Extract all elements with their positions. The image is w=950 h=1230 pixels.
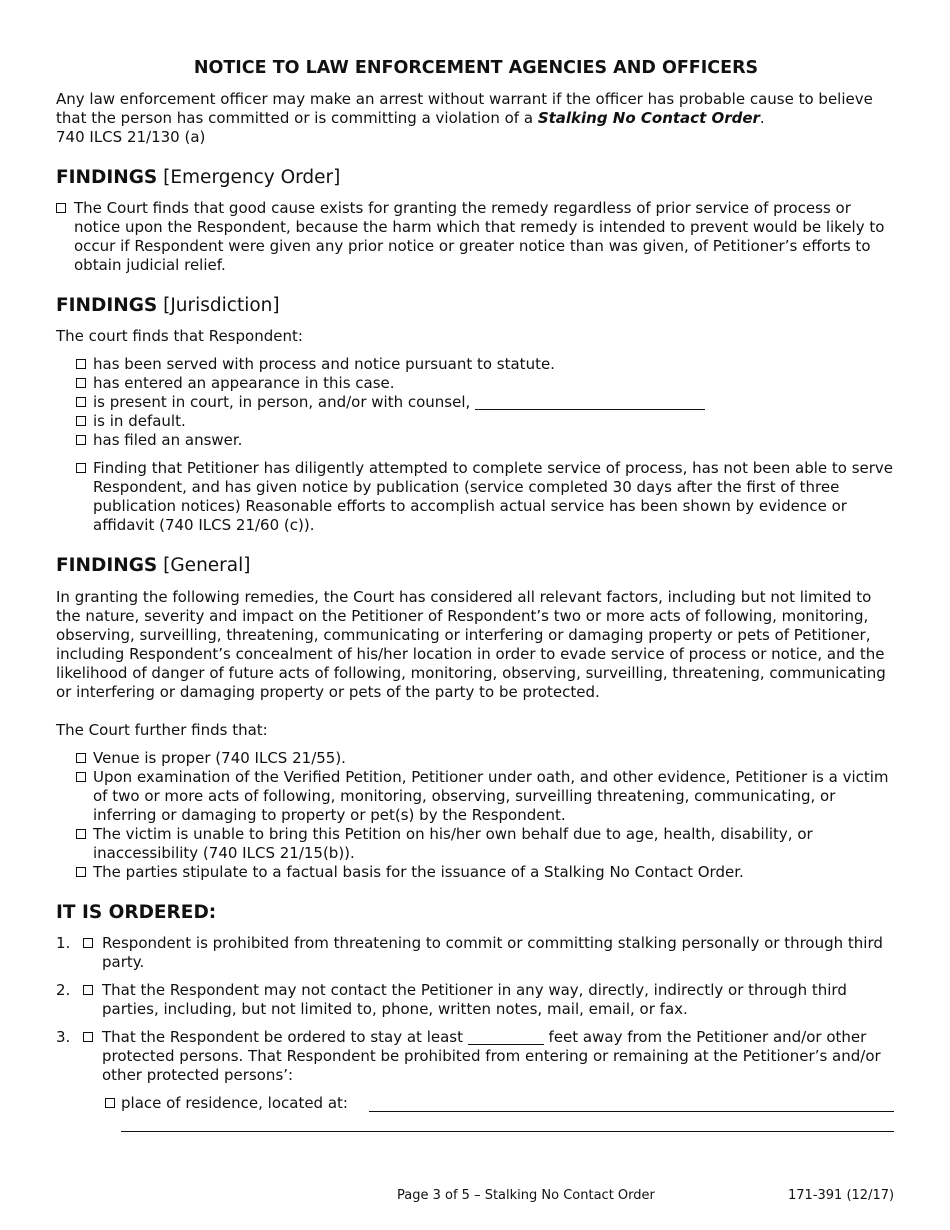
ordered-heading: IT IS ORDERED: [56, 902, 217, 923]
jurisdiction-intro: The court finds that Respondent: [56, 327, 303, 345]
general-list [56, 749, 896, 882]
residence-address-field[interactable] [369, 1094, 894, 1112]
notice-text: Any law enforcement officer may make an arrest without warrant if the officer has probable cause to believe that the person has committed or is committing a violation of a [56, 90, 873, 127]
emergency-finding [56, 199, 896, 275]
notice-citation: 740 ILCS 21/130 (a) [56, 128, 206, 146]
residence-checkbox[interactable] [105, 1098, 115, 1108]
emergency-heading: FINDINGS [Emergency Order] [56, 167, 341, 188]
general-heading: FINDINGS [General] [56, 555, 251, 576]
stipulate-checkbox[interactable] [76, 867, 86, 877]
document-page [56, 56, 896, 1132]
order-1-checkbox[interactable] [83, 938, 93, 948]
jurisdiction-item-default: is in default. [56, 412, 896, 431]
page-title: NOTICE TO LAW ENFORCEMENT AGENCIES AND OFFICERS [193, 58, 759, 78]
further-finds-intro: The Court further finds that: [56, 721, 268, 739]
victim-checkbox[interactable] [76, 772, 86, 782]
residence-option: place of residence, located at: [56, 1094, 896, 1113]
jurisdiction-item-served: has been served with process and notice pursuant to statute. [56, 355, 896, 374]
residence-address-line-2[interactable] [121, 1130, 894, 1132]
distance-feet-field[interactable] [468, 1030, 544, 1045]
footer-form-number: 171-391 (12/17) [788, 1188, 895, 1203]
jurisdiction-item-answer: has filed an answer. [56, 431, 896, 450]
notice-paragraph: Any law enforcement officer may make an arrest without warrant if the officer has probable cause to believe that the person has committed or is committing a violation of a Stalking No Contact Order. 740 ILCS 21/130 (a) [56, 90, 873, 146]
jurisdiction-list [56, 355, 896, 450]
general-item-venue: Venue is proper (740 ILCS 21/55). [56, 749, 896, 768]
present-checkbox[interactable] [76, 397, 86, 407]
jurisdiction-item-appearance: has entered an appearance in this case. [56, 374, 896, 393]
footer-page-number: Page 3 of 5 – Stalking No Contact Order [397, 1188, 655, 1203]
default-checkbox[interactable] [76, 416, 86, 426]
counsel-name-field[interactable] [475, 395, 705, 410]
order-3-checkbox[interactable] [83, 1032, 93, 1042]
venue-checkbox[interactable] [76, 753, 86, 763]
general-item-stipulate: The parties stipulate to a factual basis for the issuance of a Stalking No Contact Order. [56, 863, 896, 882]
served-checkbox[interactable] [76, 359, 86, 369]
order-item-1: 1. Respondent is prohibited from threatening to commit or committing stalking personally or through third party. [56, 934, 883, 971]
jurisdiction-heading: FINDINGS [Jurisdiction] [56, 295, 280, 316]
general-item-unable: The victim is unable to bring this Petition on his/her own behalf due to age, health, disability, or inaccessibility (740 ILCS 21/15(b)). [56, 825, 896, 863]
publication-checkbox[interactable] [76, 463, 86, 473]
appearance-checkbox[interactable] [76, 378, 86, 388]
order-item-3: 3. That the Respondent be ordered to stay at least feet away from the Petitioner and/or other protected persons. That Respondent be prohibited from entering or remaining at the Petitioner’s and/or other protected persons’: [56, 1028, 881, 1084]
order-item-2: 2. That the Respondent may not contact the Petitioner in any way, directly, indirectly or through third parties, including, but not limited to, phone, written notes, mail, email, or fax. [56, 981, 847, 1018]
order-name: Stalking No Contact Order [537, 109, 760, 127]
jurisdiction-item-present: is present in court, in person, and/or with counsel, [56, 393, 896, 412]
answer-checkbox[interactable] [76, 435, 86, 445]
emergency-finding-text: The Court finds that good cause exists for granting the remedy regardless of prior service of process or notice upon the Respondent, because the harm which that remedy is intended to prevent would be likely to occur if Respondent were given any prior notice or greater notice than was given, of Petitioner’s efforts to obtain judicial relief. [74, 199, 885, 274]
publication-finding: Finding that Petitioner has diligently attempted to complete service of process, has not been able to serve Respondent, and has given notice by publication (service completed 30 days after the first of three publication notices) Reasonable efforts to accomplish actual service has been shown by evidence or affidavit (740 ILCS 21/60 (c)). [56, 459, 896, 535]
general-paragraph: In granting the following remedies, the Court has considered all relevant factors, including but not limited to the nature, severity and impact on the Petitioner of Respondent’s two or more acts of following, monitoring, observing, surveilling, threatening, communicating or interfering or damaging property or pets of Petitioner, including Respondent’s concealment of his/her location in order to evade service of process or notice, and the likelihood of danger of future acts of following, monitoring, observing, surveilling, threatening, communicating or interfering or damaging property or pets of the party to be protected. [56, 588, 886, 701]
general-item-victim: Upon examination of the Verified Petition, Petitioner under oath, and other evidence, Petitioner is a victim of two or more acts of following, monitoring, observing, surveilling threatening, communicating, or inferring or damaging to property or pet(s) by the Respondent. [56, 768, 896, 825]
emergency-checkbox[interactable] [56, 203, 66, 213]
unable-checkbox[interactable] [76, 829, 86, 839]
order-2-checkbox[interactable] [83, 985, 93, 995]
